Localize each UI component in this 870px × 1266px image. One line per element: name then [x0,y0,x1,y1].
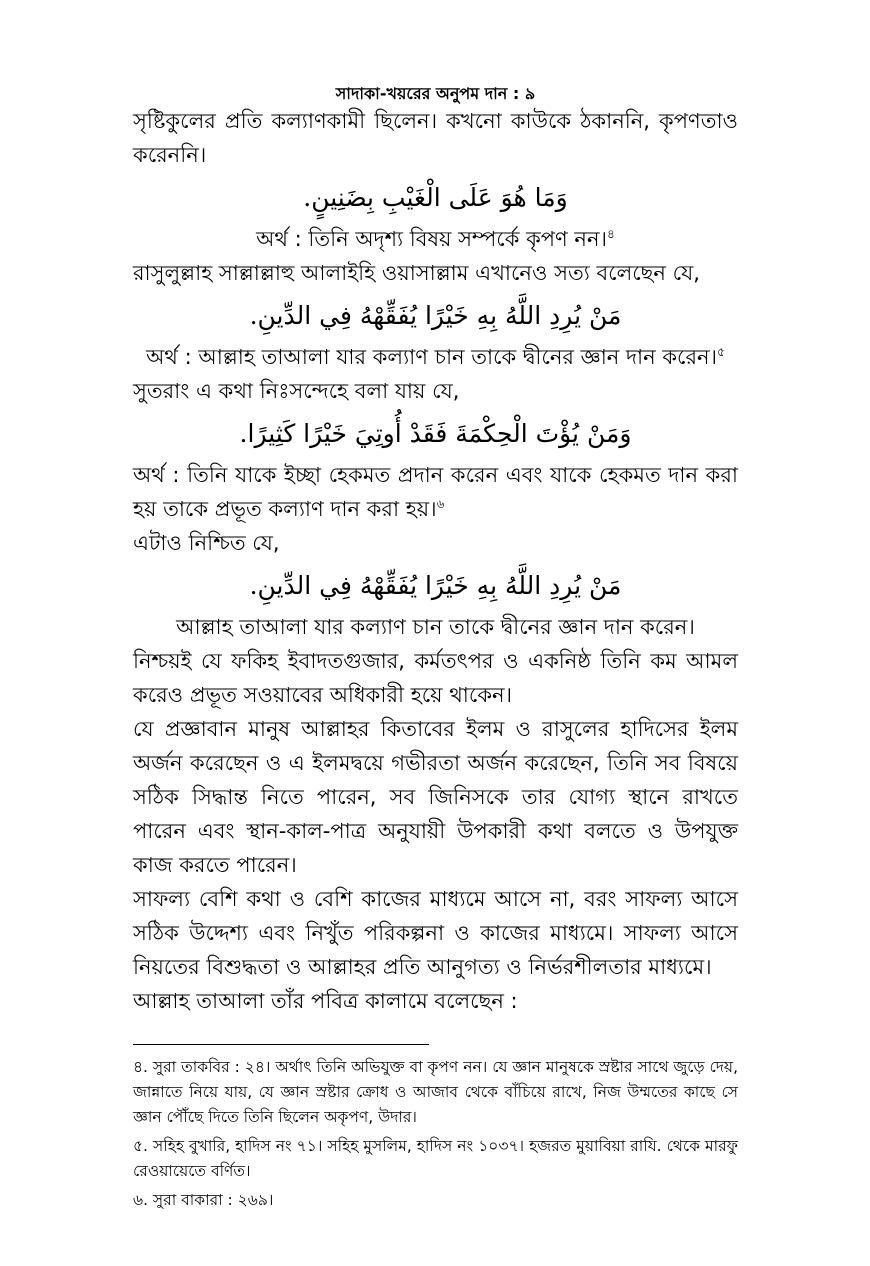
meaning-text: অর্থ : তিনি যাকে ইচ্ছা হেকমত প্রদান করেন এবং যাকে হেকমত দান করা হয় তাকে প্রভূত কল্যাণ দান করা হয়। [133,463,738,521]
paragraph: যে প্রজ্ঞাবান মানুষ আল্লাহর কিতাবের ইলম ও রাসুলের হাদিসের ইলম অর্জন করেছেন ও এ ইলমদ্বয়ে গভীরতা অর্জন করেছেন, তিনি সব বিষয়ে সঠিক সিদ্ধান্ত নিতে পারেন, সব জিনিসকে তার যোগ্য স্থানে রাখতে পারেন এবং স্থান-কাল-পাত্র অনুযায়ী উপকারী কথা বলতে ও উপযুক্ত কাজ করতে পারেন। [133,717,738,877]
footnote: ৫. সহিহ বুখারি, হাদিস নং ৭১। সহিহ মুসলিম, হাদিস নং ১০৩৭। হজরত মুয়াবিয়া রাযি. থেকে মারফু রেওয়ায়েতে বর্ণিত। [133,1137,738,1180]
arabic-verse: وَمَنْ يُؤْتَ الْحِكْمَةَ فَقَدْ أُوتِيَ خَيْرًا كَثِيرًا. [239,419,632,448]
footnote-ref: ৬ [436,497,445,511]
verse-meaning [133,458,738,526]
verse-meaning: আল্লাহ তাআলা যার কল্যাণ চান তাকে দ্বীনের জ্ঞান দান করেন। [176,615,695,639]
footnote-ref: ৫ [717,345,725,359]
paragraph: এটাও নিশ্চিত যে, [133,531,280,555]
paragraph: সুতরাং এ কথা নিঃসন্দেহে বলা যায় যে, [133,379,460,403]
verse-meaning [133,340,738,374]
arabic-verse: وَمَا هُوَ عَلَى الْغَيْبِ بِضَنِينٍ. [303,183,568,212]
book-page [133,84,738,1217]
paragraph: রাসুলুল্লাহ সাল্লাল্লাহু আলাইহি ওয়াসাল্লাম এখানেও সত্য বলেছেন যে, [133,261,700,285]
verse-meaning [133,222,738,256]
paragraph: আল্লাহ তাআলা তাঁর পবিত্র কালামে বলেছেন : [133,989,518,1013]
paragraph: সাফল্য বেশি কথা ও বেশি কাজের মাধ্যমে আসে না, বরং সাফল্য আসে সঠিক উদ্দেশ্য এবং নিখুঁত পরিকল্পনা ও কাজের মাধ্যমে। সাফল্য আসে নিয়তের বিশুদ্ধতা ও আল্লাহর প্রতি আনুগত্য ও নির্ভরশীলতার মাধ্যমে। [133,887,738,979]
arabic-hadith: مَنْ يُرِدِ اللَّهُ بِهِ خَيْرًا يُفَقِّهْهُ فِي الدِّينِ. [249,571,622,600]
paragraph: নিশ্চয়ই যে ফকিহ ইবাদতগুজার, কর্মতৎপর ও একনিষ্ঠ তিনি কম আমল করেও প্রভূত সওয়াবের অধিকারী হয়ে থাকেন। [133,649,738,707]
meaning-text: অর্থ : আল্লাহ তাআলা যার কল্যাণ চান তাকে দ্বীনের জ্ঞান দান করেন। [146,345,718,369]
footnote-ref: ৪ [607,227,615,241]
paragraph: সৃষ্টিকুলের প্রতি কল্যাণকামী ছিলেন। কখনো কাউকে ঠকাননি, কৃপণতাও করেননি। [133,109,738,167]
footnote-divider [133,1044,429,1045]
footnote: ৪. সুরা তাকবির : ২৪। অর্থাৎ তিনি অভিযুক্ত বা কৃপণ নন। যে জ্ঞান মানুষকে স্রষ্টার সাথে জুড়ে দেয়, জান্নাতে নিয়ে যায়, যে জ্ঞান স্রষ্টার ক্রোধ ও আজাব থেকে বাঁচিয়ে রাখে, নিজ উম্মতের কাছে সে জ্ঞান পৌঁছে দিতে তিনি ছিলেন অকৃপণ, উদার। [133,1058,738,1126]
arabic-hadith: مَنْ يُرِدِ اللَّهُ بِهِ خَيْرًا يُفَقِّهْهُ فِي الدِّينِ. [249,301,622,330]
running-head: সাদাকা-খয়রের অনুপম দান : ৯ [335,84,536,103]
meaning-text: অর্থ : তিনি অদৃশ্য বিষয় সম্পর্কে কৃপণ নন। [256,227,608,251]
footnote: ৬. সুরা বাকারা : ২৬৯। [133,1191,274,1209]
